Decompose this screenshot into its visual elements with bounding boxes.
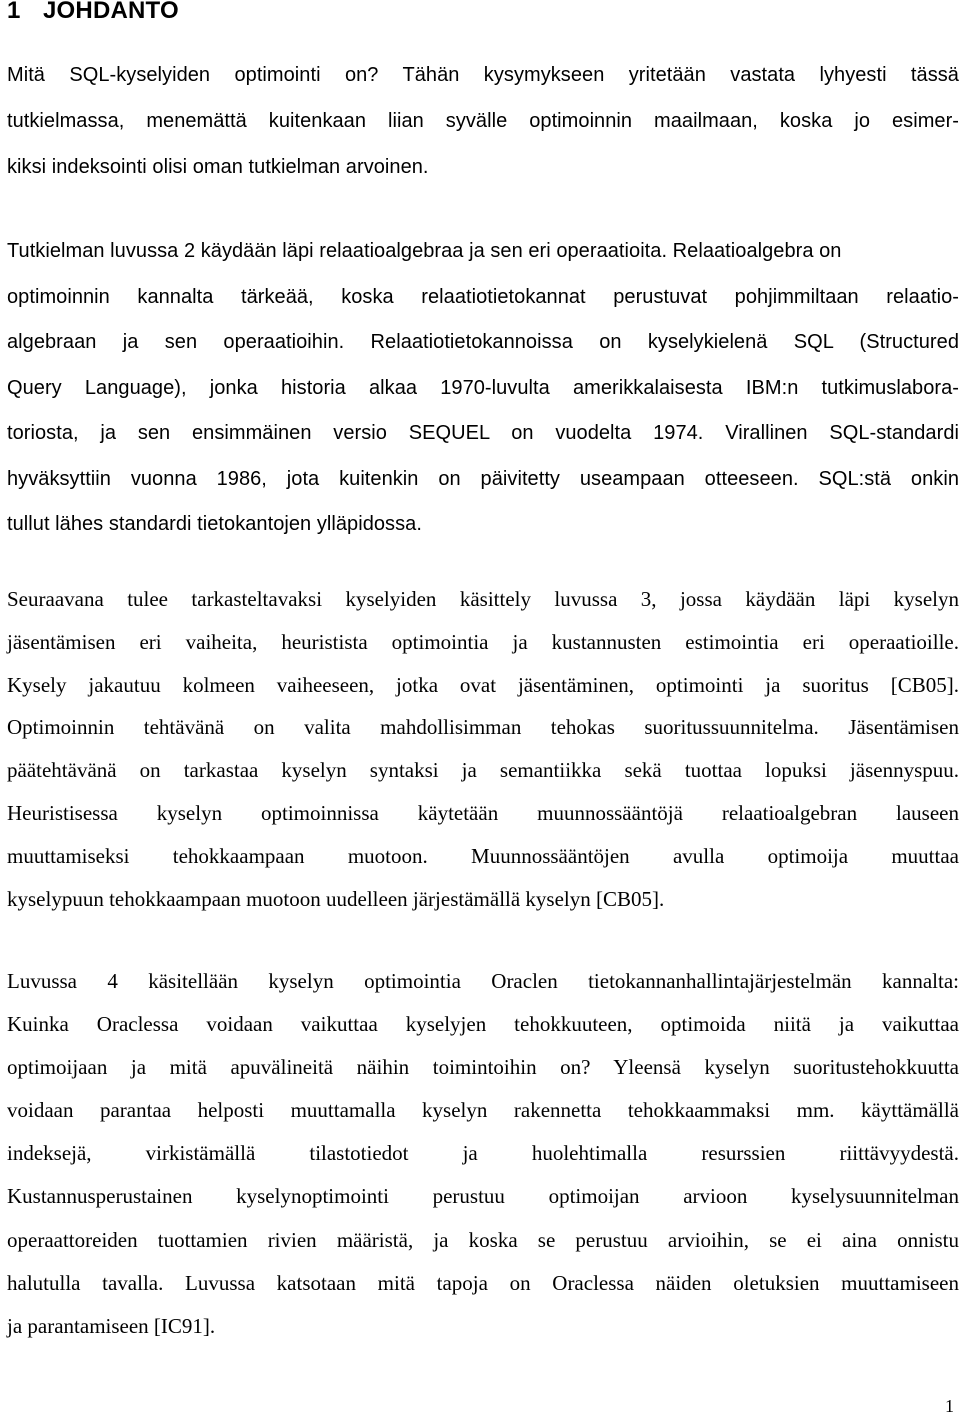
chapter-heading: [7, 0, 179, 26]
paragraph-line: toriosta, ja sen ensimmäinen versio SEQUEL on vuodelta 1974. Virallinen SQL-standardi: [7, 422, 959, 444]
paragraph-line: tutkielmassa, menemättä kuitenkaan liian syvälle optimoinnin maailmaan, koska jo esimer-: [7, 110, 959, 132]
paragraph-line: kiksi indeksointi olisi oman tutkielman arvoinen.: [7, 156, 429, 178]
paragraph-chapter-2: [7, 229, 959, 548]
paragraph-line: voidaan parantaa helposti muuttamalla kyselyn rakennetta tehokkaammaksi mm. käyttämällä: [7, 1098, 959, 1123]
chapter-title: JOHDANTO: [43, 0, 179, 24]
paragraph-line: Tutkielman luvussa 2 käydään läpi relaatioalgebraa ja sen eri operaatioita. Relaatioalgebra on: [7, 240, 842, 262]
paragraph-line: Seuraavana tulee tarkasteltavaksi kyselyiden käsittely luvussa 3, jossa käydään läpi kyselyn: [7, 587, 959, 611]
paragraph-chapter-4: [7, 960, 959, 1348]
paragraph-line: indeksejä, virkistämällä tilastotiedot ja huolehtimalla resurssien riittävyydestä.: [7, 1141, 959, 1166]
paragraph-line: halutulla tavalla. Luvussa katsotaan mitä tapoja on Oraclessa näiden oletuksien muuttamiseen: [7, 1270, 959, 1295]
paragraph-line: Luvussa 4 käsitellään kyselyn optimointia Oraclen tietokannanhallintajärjestelmän kannalta:: [7, 969, 959, 993]
paragraph-line: Kuinka Oraclessa voidaan vaikuttaa kyselyjen tehokkuuteen, optimoida niitä ja vaikuttaa: [7, 1012, 959, 1037]
paragraph-line: Query Language), jonka historia alkaa 1970-luvulta amerikkalaisesta IBM:n tutkimuslabora-: [7, 376, 959, 399]
paragraph-line: Kysely jakautuu kolmeen vaiheeseen, jotka ovat jäsentäminen, optimointi ja suoritus [CB05].: [7, 672, 959, 697]
paragraph-line: Kustannusperustainen kyselynoptimointi perustuu optimoijan arvioon kyselysuunnitelman: [7, 1184, 959, 1209]
paragraph-line: tullut lähes standardi tietokantojen ylläpidossa.: [7, 513, 422, 535]
paragraph-line: hyväksyttiin vuonna 1986, jota kuitenkin on päivitetty useampaan otteeseen. SQL:stä onkin: [7, 467, 959, 490]
chapter-number: 1: [7, 0, 21, 24]
paragraph-line: algebraan ja sen operaatioihin. Relaatiotietokannoissa on kyselykielenä SQL (Structured: [7, 331, 959, 353]
page-number: 1: [945, 1396, 954, 1416]
paragraph-line: muuttamiseksi tehokkaampaan muotoon. Muunnossääntöjen avulla optimoija muuttaa: [7, 843, 959, 868]
paragraph-line: optimoijaan ja mitä apuvälineitä näihin toimintoihin on? Yleensä kyselyn suoritustehokkuutta: [7, 1055, 959, 1080]
paragraph-line: optimoinnin kannalta tärkeää, koska relaatiotietokannat perustuvat pohjimmiltaan relaatio-: [7, 285, 959, 308]
paragraph-line: kyselypuun tehokkaampaan muotoon uudelleen järjestämällä kyselyn [CB05].: [7, 886, 665, 911]
paragraph-line: operaattoreiden tuottamien rivien määristä, ja koska se perustuu arvioihin, se ei aina onnistu: [7, 1227, 959, 1252]
paragraph-line: ja parantamiseen [IC91].: [7, 1313, 216, 1338]
paragraph-chapter-3: [7, 578, 959, 920]
paragraph-intro: [7, 52, 959, 190]
paragraph-line: jäsentämisen eri vaiheita, heuristista optimointia ja kustannusten estimointia eri operaatioille.: [7, 629, 959, 654]
paragraph-line: Mitä SQL-kyselyiden optimointi on? Tähän kysymykseen yritetään vastata lyhyesti tässä: [7, 64, 959, 86]
paragraph-line: Heuristisessa kyselyn optimoinnissa käytetään muunnossääntöjä relaatioalgebran lauseen: [7, 800, 959, 825]
paragraph-line: Optimoinnin tehtävänä on valita mahdollisimman tehokas suoritussuunnitelma. Jäsentämisen: [7, 715, 959, 740]
paragraph-line: päätehtävänä on tarkastaa kyselyn syntaksi ja semantiikka sekä tuottaa lopuksi jäsennyspuu.: [7, 758, 959, 783]
